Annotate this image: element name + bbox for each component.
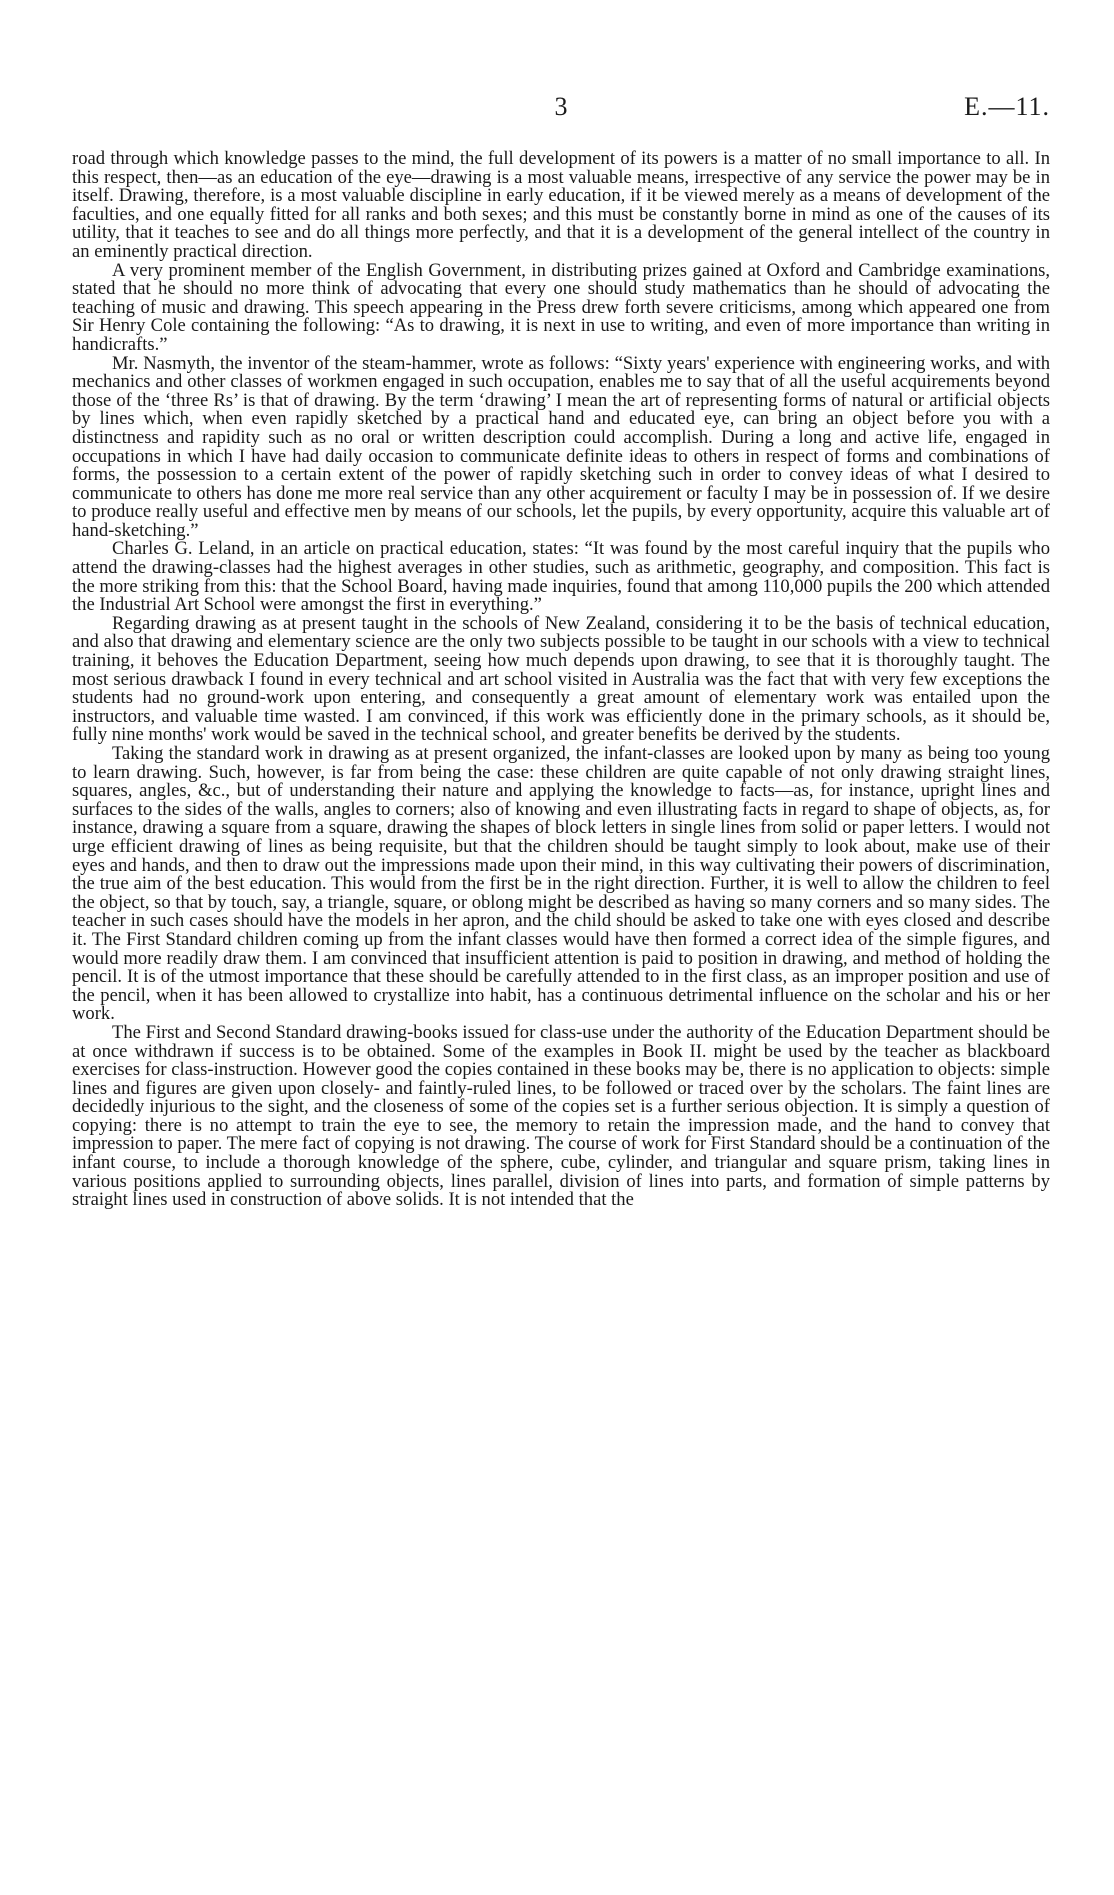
page-number: 3 <box>554 92 568 121</box>
paragraph-drawing-books: The First and Second Standard drawing-books issued for class-use under the authority of the Education Department should be at once withdrawn if success is to be obtained. Some of the examples in Book II. might be used by the teacher as blackboard exercises for class-instruction. However good the copies contained in these books may be, there is no application to objects: simple lines and figures are given upon closely- and faintly-ruled lines, to be followed or traced over by the scholars. The faint lines are decidedly injurious to the sight, and the closeness of some of the copies set is a further serious objection. It is simply a question of copying: there is no attempt to train the eye to see, the memory to retain the impression made, and the hand to convey that impression to paper. The mere fact of copying is not drawing. The course of work for First Standard should be a continuation of the infant course, to include a thorough knowledge of the sphere, cube, cylinder, and triangular and square prism, taking lines in various positions applied to surrounding objects, lines parallel, division of lines into parts, and formation of simple patterns by straight lines used in construction of above solids. It is not intended that the <box>72 1021 1050 1211</box>
paragraph-nasmyth: Mr. Nasmyth, the inventor of the steam-hammer, wrote as follows: “Sixty years' experience with engineering works, and with mechanics and other classes of workmen engaged in such occupation, enables me to say that of all the useful acquirements beyond those of the ‘three Rs’ is that of drawing. By the term ‘drawing’ I mean the art of representing forms of natural or artificial objects by lines which, when even rapidly sketched by a practical hand and educated eye, can bring an object before you with a distinctness and rapidity such as no oral or written description could accomplish. During a long and active life, engaged in occupations in which I have had daily occasion to communicate definite ideas to others in respect of forms and combinations of forms, the possession to a certain extent of the power of rapidly sketching such in order to convey ideas of what I desired to communicate to others has done me more real service than any other acquirement or faculty I may be in possession of. If we desire to produce really useful and effective men by means of our schools, let the pupils, by every opportunity, acquire this valuable art of hand-sketching.” <box>72 352 1050 541</box>
page-header <box>72 0 1050 150</box>
body-text <box>72 150 1050 1210</box>
paragraph-standard-work: Taking the standard work in drawing as at present organized, the infant-classes are looked upon by many as being too young to learn drawing. Such, however, is far from being the case: these children are quite capable of not only drawing straight lines, squares, angles, &c., but of understanding their nature and applying the knowledge to facts—as, for instance, upright lines and surfaces to the sides of the walls, angles to corners; also of knowing and even illustrating facts in regard to shape of objects, as, for instance, drawing a square from a square, drawing the shapes of block letters in single lines from solid or paper letters. I would not urge efficient drawing of lines as being requisite, but that the children should be taught simply to look about, make use of their eyes and hands, and then to draw out the impressions made upon their mind, in this way cultivating their powers of discrimination, the true aim of the best education. This would from the first be in the right direction. Further, it is well to allow the children to feel the object, so that by touch, say, a triangle, square, or oblong might be described as having so many corners and so many sides. The teacher in such cases should have the models in her apron, and the child should be asked to take one with eyes closed and describe it. The First Standard children coming up from the infant classes would have then formed a correct idea of the simple figures, and would more readily draw them. I am convinced that insufficient attention is paid to position in drawing, and method of holding the pencil. It is of the utmost importance that these should be carefully attended to in the first class, as an improper position and use of the pencil, when it has been allowed to crystallize into habit, has a continuous detrimental influence on the scholar and his or her work. <box>72 743 1050 1025</box>
paragraph-continuation: road through which knowledge passes to the mind, the full development of its powers is a matter of no small importance to all. In this respect, then—as an education of the eye—drawing is a most valuable means, irrespective of any service the power may be in itself. Drawing, therefore, is a most valuable discipline in early education, if it be viewed merely as a means of development of the faculties, and one equally fitted for all ranks and both sexes; and this must be constantly borne in mind as one of the causes of its utility, that it teaches to see and do all things more perfectly, and that it is a development of the general intellect of the country in an eminently practical direction. <box>72 148 1050 262</box>
document-page <box>72 0 1050 1210</box>
paragraph-leland: Charles G. Leland, in an article on practical education, states: “It was found by the most careful inquiry that the pupils who attend the drawing-classes had the highest averages in other studies, such as arithmetic, geography, and composition. This fact is the more striking from this: that the School Board, having made inquiries, found that among 110,000 pupils the 200 which attended the Industrial Art School were amongst the first in everything.” <box>72 538 1050 616</box>
document-reference: E.—11. <box>964 92 1050 121</box>
paragraph-english-government: A very prominent member of the English Government, in distributing prizes gained at Oxford and Cambridge examinations, stated that he should no more think of advocating that every one should study mathematics than he should of advocating the teaching of music and drawing. This speech appearing in the Press drew forth severe criticisms, among which appeared one from Sir Henry Cole containing the following: “As to drawing, it is next in use to writing, and even of more importance than writing in handicrafts.” <box>72 259 1050 355</box>
paragraph-new-zealand-drawing: Regarding drawing as at present taught in the schools of New Zealand, considering it to be the basis of technical education, and also that drawing and elementary science are the only two subjects possible to be taught in our schools with a view to technical training, it behoves the Education Department, seeing how much depends upon drawing, to see that it is thoroughly taught. The most serious drawback I found in every technical and art school visited in Australia was the fact that with very few exceptions the students had no ground-work upon entering, and consequently a great amount of elementary work was entailed upon the instructors, and valuable time wasted. I am convinced, if this work was efficiently done in the primary schools, as it should be, fully nine months' work would be saved in the technical school, and greater benefits be derived by the students. <box>72 612 1050 746</box>
